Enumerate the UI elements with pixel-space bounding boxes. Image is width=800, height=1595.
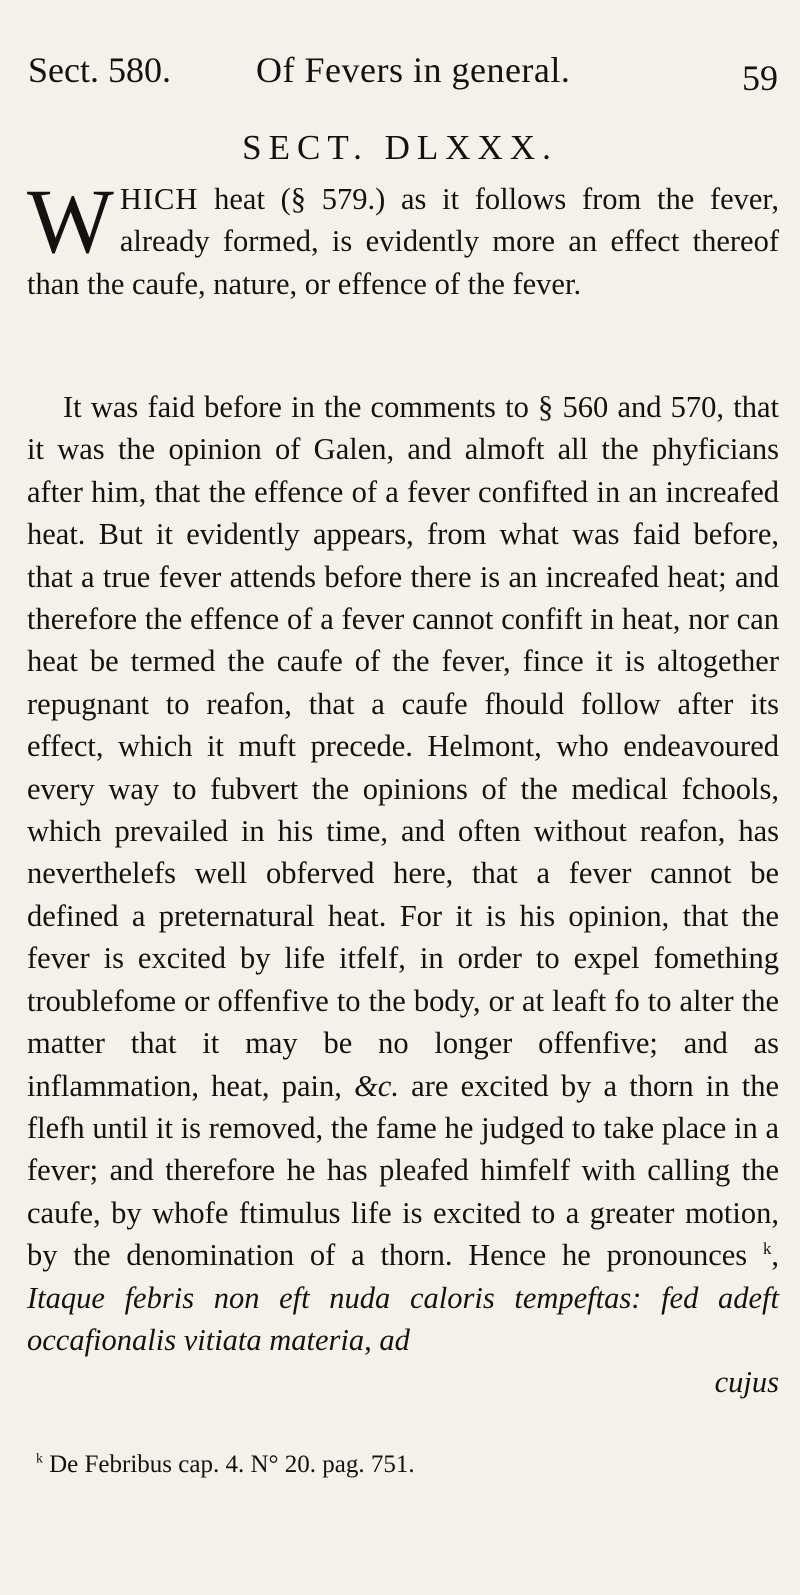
latin-quotation: Itaque febris non eft nuda caloris tempeftas: fed adeft occafionalis vitiata materia, ad <box>27 1280 779 1357</box>
section-reference: Sect. 580. <box>28 50 171 90</box>
aphorism-text: heat (§ 579.) as it follows from the fever, already formed, is evidently more an effect thereof than the caufe, nature, or effence of the fever. <box>27 182 779 301</box>
drop-cap: W <box>27 170 114 272</box>
footnote-marker: k <box>762 1238 772 1258</box>
page-number: 59 <box>742 58 778 98</box>
lead-caps: HICH <box>119 182 199 216</box>
etc-abbreviation: &c. <box>354 1068 399 1103</box>
commentary-text-3: , <box>771 1238 779 1273</box>
footnote-mark: k <box>36 1450 43 1466</box>
footnote <box>36 1448 415 1482</box>
section-heading: SECT. DLXXX. <box>242 128 558 167</box>
catchword: cujus <box>714 1365 779 1400</box>
paragraph-aphorism <box>27 170 779 305</box>
commentary-text-2: are excited by a thorn in the flefh until it is removed, the fame he judged to take place in a fever; and therefore he has pleafed himfelf with calling the caufe, by whofe ftimulus life is excited to a greater motion, by the denomination of a thorn. Hence he pronounces <box>27 1068 779 1273</box>
running-title: Of Fevers in general. <box>256 50 571 90</box>
running-head <box>28 40 778 100</box>
footnote-text: De Febribus cap. 4. N° 20. pag. 751. <box>49 1451 415 1478</box>
paragraph-commentary <box>27 386 779 1404</box>
commentary-text: It was faid before in the comments to § 560 and 570, that it was the opinion of Galen, and almoft all the phyficians after him, that the effence of a fever confifted in an increafed heat. But it evidently appears, from what was faid before, that a true fever attends before there is an increafed heat; and therefore the effence of a fever cannot confift in heat, nor can heat be termed the caufe of the fever, fince it is altogether repugnant to reafon, that a caufe fhould follow after its effect, which it muft precede. Helmont, who endeavoured every way to fubvert the opinions of the medical fchools, which prevailed in his time, and often without reafon, has neverthelefs well obferved here, that a fever cannot be defined a preternatural heat. For it is his opinion, that the fever is excited by life itfelf, in order to expel fomething troublefome or offenfive to the body, or at leaft fo to alter the matter that it may be no longer offenfive; and as inflammation, heat, pain, <box>27 390 779 1103</box>
